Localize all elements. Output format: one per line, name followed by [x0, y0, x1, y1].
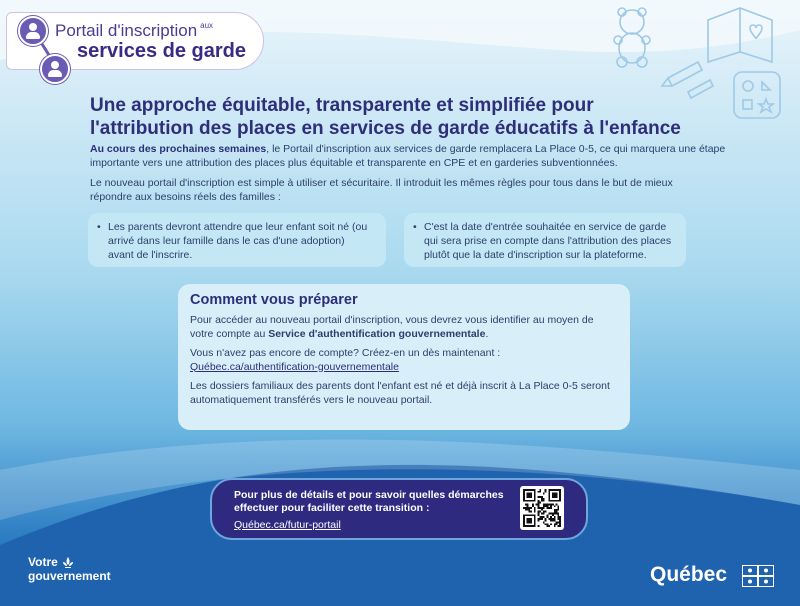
prepare-paragraph-1: Pour accéder au nouveau portail d'inscription, vous devrez vous identifier au moyen de votre compte au Service d'authentification gouvernementale.: [190, 314, 594, 340]
bullet-card-birth: • Les parents devront attendre que leur enfant soit né (ou arrivé dans leur famille dans le cas d'une adoption) avant de l'inscrire.: [88, 213, 386, 267]
person-icon: [40, 54, 70, 84]
qr-code-icon[interactable]: [520, 486, 564, 530]
fleur-de-lis-icon: [61, 556, 75, 570]
prepare-paragraph-2: Vous n'avez pas encore de compte? Créez-en un dès maintenant : Québec.ca/authentification-gouvernementale: [190, 347, 501, 373]
person-icon: [18, 16, 48, 46]
crayon-icon: [662, 62, 713, 98]
teddy-bear-icon: [614, 8, 650, 67]
cta-banner: [210, 478, 588, 540]
logo-line-1: Portail d'inscription $^{aux}$: [55, 21, 214, 40]
prepare-paragraph-3: Les dossiers familiaux des parents dont l'enfant est né et déjà inscrit à La Place 0-5 seront automatiquement transférés vers le nouveau portail.: [190, 380, 610, 406]
quebec-flag-icon: [742, 565, 774, 587]
quebec-wordmark: Québec: [650, 563, 728, 586]
prepare-section: [178, 284, 630, 430]
logo-line-2: services de garde: [77, 40, 246, 62]
intro-paragraph: Au cours des prochaines semaines, le Portail d'inscription aux services de garde remplacera La Place 0-5, ce qui marquera une étape importante vers une attribution des places plus équitable et transparente en CPE et en garderies subventionnées.: [90, 143, 726, 169]
cta-text: Pour plus de détails et pour savoir quelles démarches effectuer pour faciliter cette transition :: [234, 489, 504, 514]
bullet-card-entry-date: • C'est la date d'entrée souhaitée en service de garde qui sera prise en compte dans l'attribution des places plutôt que la date d'inscription sur la plateforme.: [404, 213, 686, 267]
prepare-heading: Comment vous préparer: [190, 292, 358, 308]
future-portal-link[interactable]: Québec.ca/futur-portail: [234, 519, 341, 531]
page-title: Une approche équitable, transparente et simplifiée pour l'attribution des places en services de garde éducatifs à l'enfance: [90, 95, 681, 139]
book-icon: [708, 8, 772, 62]
auth-link[interactable]: Québec.ca/authentification-gouvernementale: [190, 360, 399, 373]
shape-sorter-icon: [734, 72, 780, 118]
votre-gouvernement-logo: Votre gouvernement: [28, 555, 111, 583]
rules-paragraph: Le nouveau portail d'inscription est simple à utiliser et sécuritaire. Il introduit les mêmes règles pour tous dans le but de mieux répondre aux besoins réels des familles :: [90, 177, 673, 203]
